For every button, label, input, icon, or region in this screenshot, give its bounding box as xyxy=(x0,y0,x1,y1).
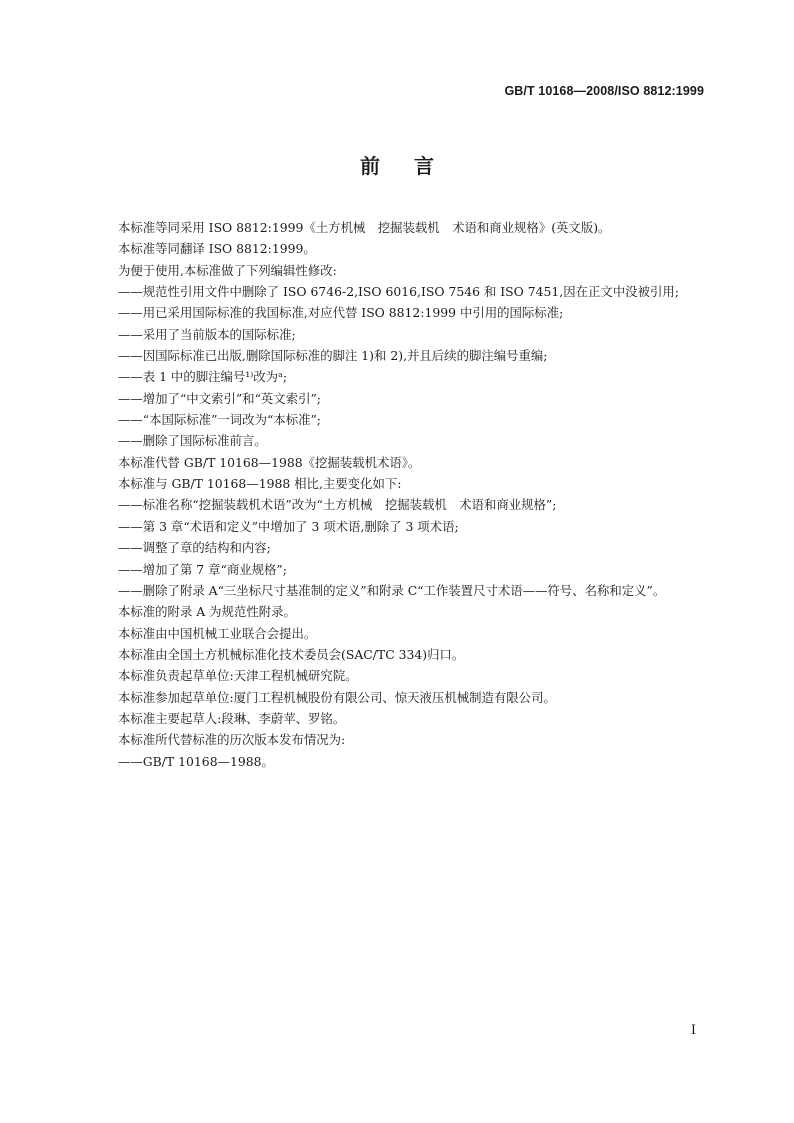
list-item: ——标准名称“挖掘装载机术语”改为“土方机械 挖掘装载机 术语和商业规格”; xyxy=(118,497,557,513)
paragraph-line: 本标准的附录 A 为规范性附录。 xyxy=(118,604,296,620)
list-item: ——“本国际标准”一词改为“本标准”; xyxy=(118,412,321,428)
list-item: ——用已采用国际标准的我国标准,对应代替 ISO 8812:1999 中引用的国际标准; xyxy=(118,305,564,321)
list-item: ——增加了“中文索引”和“英文索引”; xyxy=(118,390,321,406)
paragraph-line: 本标准主要起草人:段琳、李蔚苹、罗铭。 xyxy=(118,710,346,726)
paragraph-line: 本标准负责起草单位:天津工程机械研究院。 xyxy=(118,668,358,684)
paragraph-line: 本标准代替 GB/T 10168—1988《挖掘装载机术语》。 xyxy=(118,454,421,470)
standard-code-header: GB/T 10168—2008/ISO 8812:1999 xyxy=(504,84,704,98)
paragraph-line: 本标准由中国机械工业联合会提出。 xyxy=(118,625,317,641)
list-item: ——表 1 中的脚注编号¹⁾改为ᵃ; xyxy=(118,369,288,385)
page-number: I xyxy=(690,1023,696,1038)
paragraph-line: 本标准等同采用 ISO 8812:1999《土方机械 挖掘装载机 术语和商业规格》(英文版)。 xyxy=(118,220,611,235)
list-item: ——GB/T 10168—1988。 xyxy=(118,753,274,769)
list-item: ——增加了第 7 章“商业规格”; xyxy=(118,561,287,577)
list-item: ——删除了国际标准前言。 xyxy=(118,433,267,449)
page-title: 前言 xyxy=(360,154,468,178)
paragraph-line: 本标准所代替标准的历次版本发布情况为: xyxy=(118,732,346,748)
paragraph-line: 本标准由全国土方机械标准化技术委员会(SAC/TC 334)归口。 xyxy=(118,646,465,662)
list-item: ——调整了章的结构和内容; xyxy=(118,540,271,556)
paragraph-line: 为便于使用,本标准做了下列编辑性修改: xyxy=(118,262,337,278)
foreword-body xyxy=(118,217,718,772)
paragraph-line: 本标准与 GB/T 10168—1988 相比,主要变化如下: xyxy=(118,476,402,492)
list-item: ——采用了当前版本的国际标准; xyxy=(118,326,296,342)
list-item: ——规范性引用文件中删除了 ISO 6746-2,ISO 6016,ISO 7546 和 ISO 7451,因在正文中没被引用; xyxy=(118,284,679,300)
list-item: ——删除了附录 A“三坐标尺寸基准制的定义”和附录 C“工作装置尺寸术语——符号、名称和定义”。 xyxy=(118,582,666,598)
list-item: ——因国际标准已出版,删除国际标准的脚注 1)和 2),并且后续的脚注编号重编; xyxy=(118,348,548,364)
list-item: ——第 3 章“术语和定义”中增加了 3 项术语,删除了 3 项术语; xyxy=(118,518,459,534)
paragraph-line: 本标准等同翻译 ISO 8812:1999。 xyxy=(118,241,316,257)
paragraph-line: 本标准参加起草单位:厦门工程机械股份有限公司、惊天液压机械制造有限公司。 xyxy=(118,689,556,705)
